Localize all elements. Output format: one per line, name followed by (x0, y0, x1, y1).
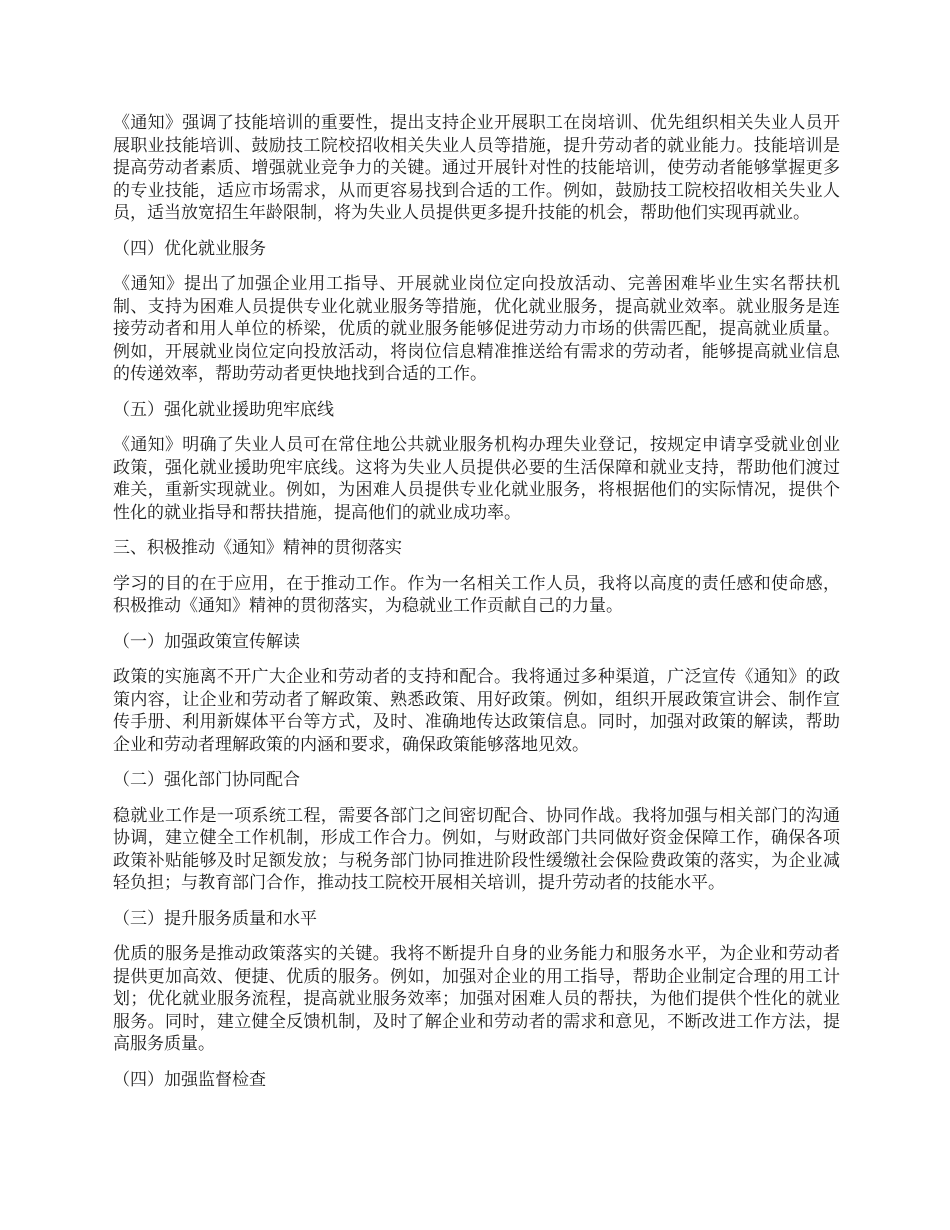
heading-optimize-employment-services: （四）优化就业服务 (113, 238, 266, 259)
heading-supervision: （四）加强监督检查 (113, 1069, 266, 1090)
paragraph-policy-publicity: 政策的实施离不开广大企业和劳动者的支持和配合。我将通过多种渠道，广泛宣传《通知》的政策内容，让企业和劳动者了解政策、熟悉政策、用好政策。例如，组织开展政策宣讲会、制作宣传手册、利用新媒体平台等方式，及时、准确地传达政策信息。同时，加强对政策的解读，帮助企业和劳动者理解政策的内涵和要求，确保政策能够落地见效。 (113, 667, 840, 755)
paragraph-employment-services: 《通知》提出了加强企业用工指导、开展就业岗位定向投放活动、完善困难毕业生实名帮扶机制、支持为困难人员提供专业化就业服务等措施，优化就业服务，提高就业效率。就业服务是连接劳动者和用人单位的桥梁，优质的就业服务能够促进劳动力市场的供需匹配，提高就业质量。例如，开展就业岗位定向投放活动，将岗位信息精准推送给有需求的劳动者，能够提高就业信息的传递效率，帮助劳动者更快地找到合适的工作。 (113, 274, 840, 384)
document-page (113, 112, 840, 1104)
heading-section-three: 三、积极推动《通知》精神的贯彻落实 (113, 538, 402, 558)
paragraph-skills-training: 《通知》强调了技能培训的重要性，提出支持企业开展职工在岗培训、优先组织相关失业人员开展职业技能培训、鼓励技工院校招收相关失业人员等措施，提升劳动者的就业能力。技能培训是提高劳动者素质、增强就业竞争力的关键。通过开展针对性的技能培训，使劳动者能够掌握更多的专业技能，适应市场需求，从而更容易找到合适的工作。例如，鼓励技工院校招收相关失业人员，适当放宽招生年龄限制，将为失业人员提供更多提升技能的机会，帮助他们实现再就业。 (113, 113, 840, 223)
heading-service-quality: （三）提升服务质量和水平 (113, 908, 317, 929)
heading-department-coordination: （二）强化部门协同配合 (113, 770, 300, 790)
paragraph-employment-assistance: 《通知》明确了失业人员可在常住地公共就业服务机构办理失业登记，按规定申请享受就业创业政策，强化就业援助兜牢底线。这将为失业人员提供必要的生活保障和就业支持，帮助他们渡过难关，重新实现就业。例如，为困难人员提供专业化就业服务，将根据他们的实际情况，提供个性化的就业指导和帮扶措施，提高他们的就业成功率。 (113, 435, 840, 523)
heading-policy-publicity: （一）加强政策宣传解读 (113, 631, 300, 652)
heading-employment-assistance: （五）强化就业援助兜牢底线 (113, 399, 334, 420)
paragraph-section-three-intro: 学习的目的在于应用，在于推动工作。作为一名相关工作人员，我将以高度的责任感和使命感，积极推动《通知》精神的贯彻落实，为稳就业工作贡献自己的力量。 (113, 573, 840, 616)
paragraph-department-coordination: 稳就业工作是一项系统工程，需要各部门之间密切配合、协同作战。我将加强与相关部门的沟通协调，建立健全工作机制，形成工作合力。例如，与财政部门共同做好资金保障工作，确保各项政策补贴能够及时足额发放；与税务部门协同推进阶段性缓缴社会保险费政策的落实，为企业减轻负担；与教育部门合作，推动技工院校开展相关培训，提升劳动者的技能水平。 (113, 805, 840, 893)
paragraph-service-quality: 优质的服务是推动政策落实的关键。我将不断提升自身的业务能力和服务水平，为企业和劳动者提供更加高效、便捷、优质的服务。例如，加强对企业的用工指导，帮助企业制定合理的用工计划；优化就业服务流程，提高就业服务效率；加强对困难人员的帮扶，为他们提供个性化的就业服务。同时，建立健全反馈机制，及时了解企业和劳动者的需求和意见，不断改进工作方法，提高服务质量。 (113, 944, 840, 1054)
